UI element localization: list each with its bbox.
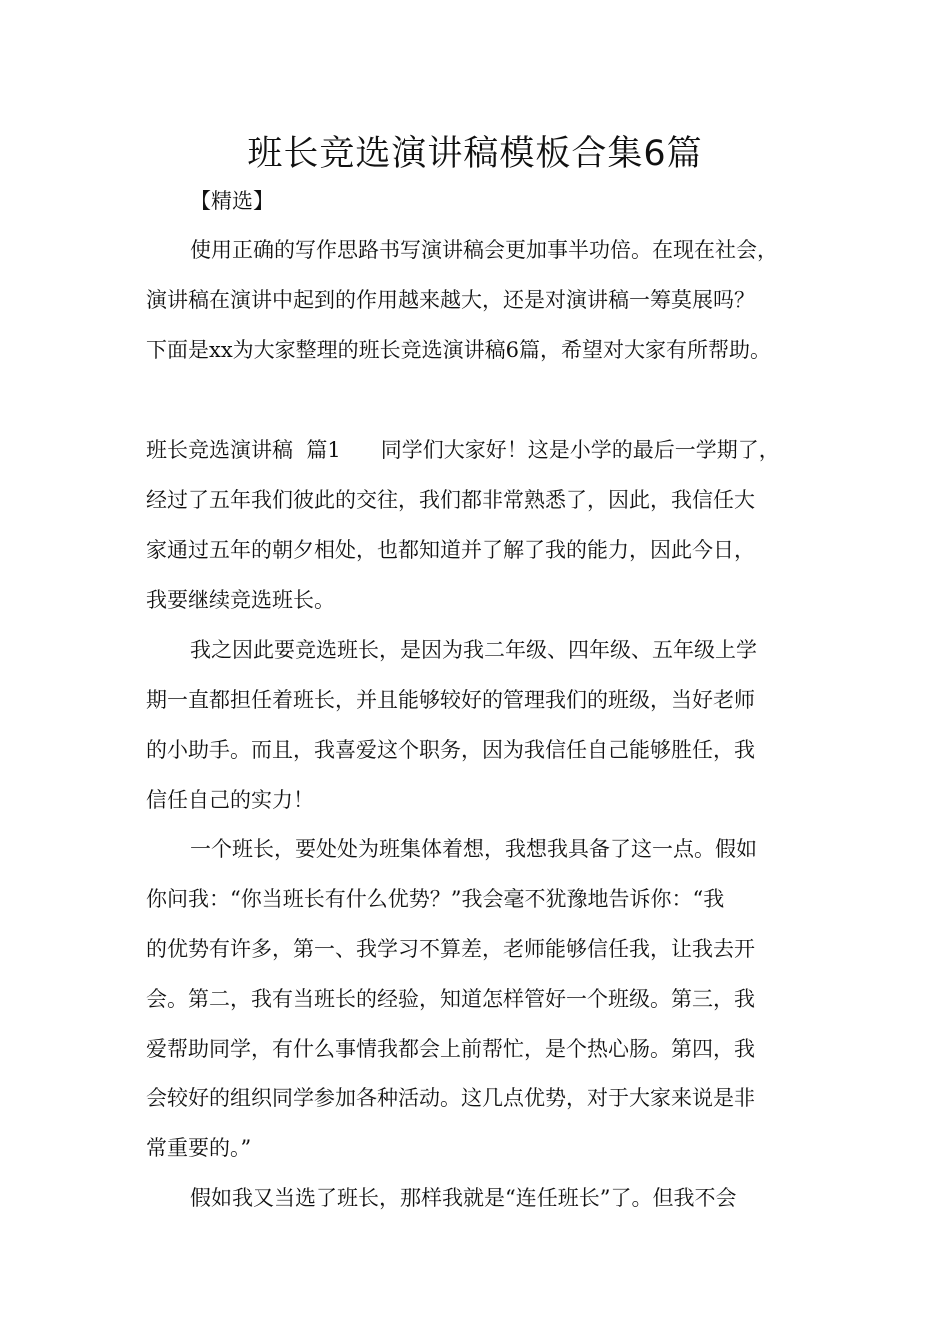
section1-line-1: 班长竞选演讲稿 篇1 同学们大家好！这是小学的最后一学期了， xyxy=(146,438,780,462)
tag-line: 【精选】 xyxy=(190,189,274,213)
section1-line-4: 我要继续竞选班长。 xyxy=(146,588,335,612)
para2-line-2: 期一直都担任着班长，并且能够较好的管理我们的班级，当好老师 xyxy=(146,688,755,712)
para3-line-6: 会较好的组织同学参加各种活动。这几点优势，对于大家来说是非 xyxy=(146,1086,755,1110)
section1-line-3: 家通过五年的朝夕相处，也都知道并了解了我的能力，因此今日， xyxy=(146,538,755,562)
para2-line-4: 信任自己的实力！ xyxy=(146,788,314,812)
para3-line-5: 爱帮助同学，有什么事情我都会上前帮忙，是个热心肠。第四，我 xyxy=(146,1037,755,1061)
intro-line-1: 使用正确的写作思路书写演讲稿会更加事半功倍。在现在社会， xyxy=(190,238,778,262)
intro-line-3: 下面是xx为大家整理的班长竞选演讲稿6篇，希望对大家有所帮助。 xyxy=(146,338,772,362)
para3-line-3: 的优势有许多，第一、我学习不算差，老师能够信任我，让我去开 xyxy=(146,937,755,961)
para2-line-3: 的小助手。而且，我喜爱这个职务，因为我信任自己能够胜任，我 xyxy=(146,738,755,762)
document-title: 班长竞选演讲稿模板合集6篇 xyxy=(247,134,703,174)
para3-line-2: 你问我：“你当班长有什么优势？”我会毫不犹豫地告诉你：“我 xyxy=(146,887,725,911)
para3-line-1: 一个班长，要处处为班集体着想，我想我具备了这一点。假如 xyxy=(190,837,757,861)
para2-line-1: 我之因此要竞选班长，是因为我二年级、四年级、五年级上学 xyxy=(190,638,757,662)
para4-line-1: 假如我又当选了班长，那样我就是“连任班长”了。但我不会 xyxy=(190,1186,737,1210)
intro-line-2: 演讲稿在演讲中起到的作用越来越大，还是对演讲稿一筹莫展吗？ xyxy=(146,288,755,312)
para3-line-7: 常重要的。” xyxy=(146,1136,252,1160)
para3-line-4: 会。第二，我有当班长的经验，知道怎样管好一个班级。第三，我 xyxy=(146,987,755,1011)
section1-line-2: 经过了五年我们彼此的交往，我们都非常熟悉了，因此，我信任大 xyxy=(146,488,755,512)
